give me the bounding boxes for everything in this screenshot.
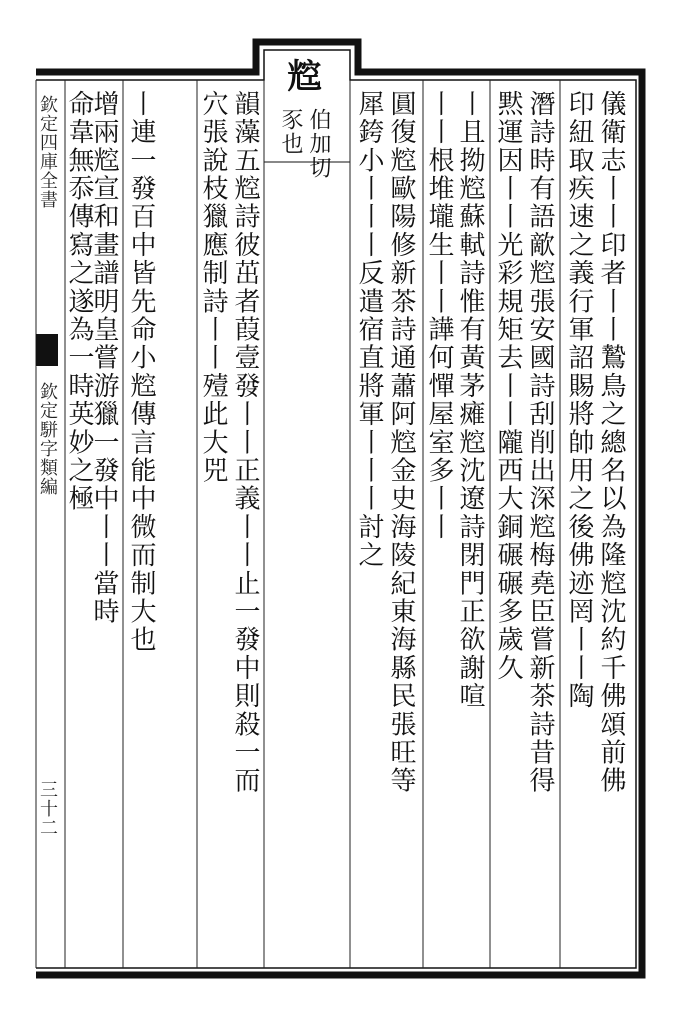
text-column-1: 儀衛志丨丨印者丨丨鷙鳥之總名以為隆䆪沈約千佛頌前佛 (596, 90, 626, 795)
text-column-4: 黙運因丨丨光彩規矩去丨丨隴西大銅碾碾多歲久 (493, 90, 523, 683)
margin-book-title: 欽定駢字類編 (37, 382, 58, 496)
text-column-8: 犀銙小丨丨丨反遣宿直將軍丨丨丨討之 (354, 90, 384, 570)
margin-series-title: 欽定四庫全書 (37, 95, 58, 209)
header-reading: 伯加切 (306, 108, 331, 180)
text-column-7: 圓復䆪歐陽修新茶詩通蕭阿䆪金史海陵紀東海縣民張旺等 (386, 90, 416, 795)
text-column-13: 命韋無忝傳寫之遂為一時英妙之極 (64, 90, 94, 513)
text-column-9: 韻藻五䆪詩彼茁者葭壹發丨丨正義丨丨止一發中則殺一而 (230, 90, 260, 795)
text-column-5: 丨且拗䆪蘇軾詩惟有黃茅瘫䆪沈遼詩閉門正欲謝喧 (455, 90, 485, 711)
text-column-12: 增兩䆪宣和畫譜明皇嘗游獵一發中丨丨當時 (89, 90, 119, 626)
margin-page-number: 三十二 (37, 780, 58, 837)
text-column-3: 潛詩時有語歒䆪張安國詩刮削出深䆪梅堯臣嘗新茶詩昔得 (525, 90, 555, 795)
text-column-10: 穴張說枝獵應制詩丨丨殪此大兕 (198, 90, 228, 485)
header-headword: 䆪 (281, 58, 321, 92)
text-column-6: 丨丨根堆壠生丨丨譁何憚屋室多丨丨 (424, 90, 454, 542)
text-column-11: 丨連一發百中皆先命小䆪傳言能中微而制大也 (126, 90, 156, 654)
text-column-2: 印紐取疾速之義行軍詔賜將帥用之後佛迹罔丨丨陶 (564, 90, 594, 711)
header-gloss: 豕也 (278, 108, 303, 156)
